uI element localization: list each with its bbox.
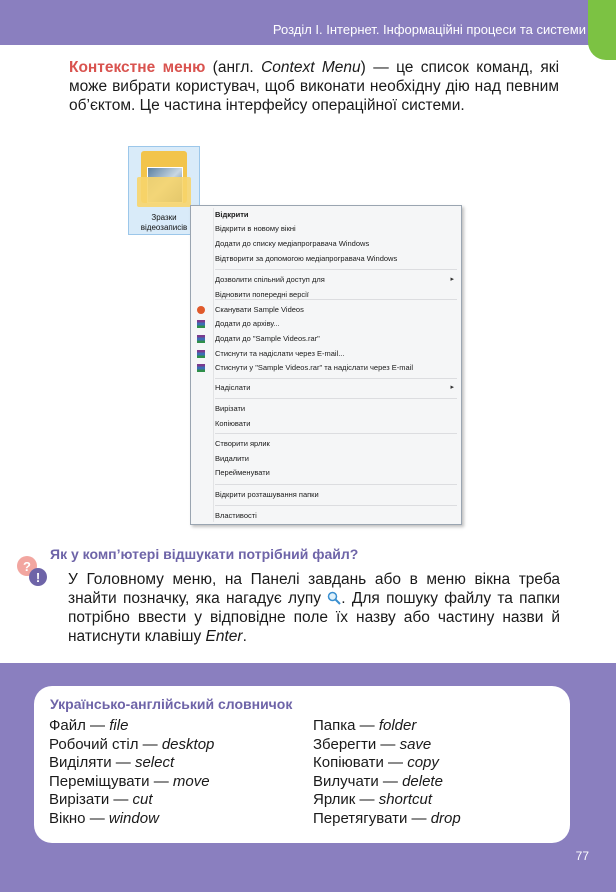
dictionary-term-uk: Виділяти xyxy=(49,754,112,772)
menu-item[interactable]: Перейменувати xyxy=(215,468,270,477)
dictionary-term-uk: Файл xyxy=(49,717,86,734)
dictionary-term-en: select xyxy=(134,754,175,772)
menu-separator xyxy=(215,505,457,506)
svg-text:?: ? xyxy=(23,559,31,574)
answer-part1: У Головному меню, на Панелі завдань або в меню вікна треба знайти позначку, яка нагадує лупу xyxy=(68,571,560,607)
dictionary-entry xyxy=(49,754,214,773)
magnifier-icon xyxy=(327,591,341,605)
menu-item[interactable]: Копіювати xyxy=(215,419,251,428)
dictionary-dash: — xyxy=(111,754,135,772)
menu-item[interactable]: Видалити xyxy=(215,454,249,463)
menu-icon-strip xyxy=(213,208,214,522)
menu-separator xyxy=(215,398,457,399)
menu-item[interactable]: Створити ярлик xyxy=(215,439,270,448)
dictionary-term-uk: Перетягувати xyxy=(313,809,408,827)
dictionary-dash: — xyxy=(383,754,408,772)
dictionary-entry xyxy=(313,754,461,773)
menu-item[interactable]: Додати до "Sample Videos.rar" xyxy=(215,334,320,343)
menu-separator xyxy=(215,299,457,300)
dictionary-term-uk: Копіювати xyxy=(313,754,384,772)
dictionary-term-en: shortcut xyxy=(378,791,433,809)
dictionary-entry xyxy=(313,810,461,829)
menu-item[interactable]: Стиснути у "Sample Videos.rar" та надіслати через E-mail xyxy=(215,363,414,372)
virus-scan-icon xyxy=(197,306,205,314)
answer-part2: . Для пошуку файлу та папки потрібно ввести у відповідне поле їх назву або частину назви й натиснути клавішу xyxy=(68,590,560,645)
rar-icon xyxy=(197,320,205,328)
dictionary-term-en: delete xyxy=(402,772,443,790)
page-number: 77 xyxy=(575,849,589,863)
dictionary-dash: — xyxy=(407,809,431,827)
dictionary-dash: — xyxy=(85,809,109,827)
dictionary-title: Українсько-англійський словничок xyxy=(50,696,293,712)
intro-rest: ) — це список команд, які може вибрати користувач, щоб виконати необхідну дію над певним об’єктом. Це частина інтерфейсу операційної системи. xyxy=(69,59,560,114)
menu-item[interactable]: Відкрити xyxy=(215,210,249,219)
dictionary-entry xyxy=(313,717,461,736)
menu-item[interactable]: Вирізати xyxy=(215,404,246,413)
dictionary-entry xyxy=(313,736,461,755)
menu-item[interactable]: Стиснути та надіслати через E-mail... xyxy=(215,349,345,358)
menu-item[interactable]: Додати до архіву... xyxy=(215,319,280,328)
rar-icon xyxy=(197,335,205,343)
dictionary-term-en: cut xyxy=(132,791,153,809)
dictionary-entry xyxy=(49,736,214,755)
dictionary-dash: — xyxy=(85,717,110,734)
dictionary-term-uk: Вікно xyxy=(49,809,86,827)
dictionary-term-en: file xyxy=(109,717,129,734)
term-context-menu: Контекстне меню xyxy=(69,59,206,76)
header-band xyxy=(0,0,616,45)
menu-separator xyxy=(215,269,457,270)
svg-text:!: ! xyxy=(35,570,41,585)
dictionary-term-uk: Вирізати xyxy=(49,791,110,809)
dictionary-entry xyxy=(313,791,461,810)
question-title: Як у комп’ютері відшукати потрібний файл? xyxy=(50,546,359,562)
menu-item[interactable]: Сканувати Sample Videos xyxy=(215,305,304,314)
dictionary-term-en: desktop xyxy=(161,735,215,753)
dictionary-entry xyxy=(313,773,461,792)
menu-item[interactable]: Дозволити спільний доступ для xyxy=(215,275,325,284)
dictionary-term-en: drop xyxy=(430,809,461,827)
enter-key: Enter xyxy=(205,628,243,645)
dictionary-entry xyxy=(49,717,214,736)
intro-paragraph xyxy=(69,58,559,115)
dictionary-term-uk: Вилучати xyxy=(313,772,379,790)
rar-icon xyxy=(197,364,205,372)
intro-open-paren: (англ. xyxy=(205,59,262,76)
menu-item[interactable]: Властивості xyxy=(215,511,257,520)
chapter-tab xyxy=(588,0,616,60)
answer-end: . xyxy=(242,628,247,645)
answer-paragraph xyxy=(68,570,560,646)
dictionary-dash: — xyxy=(355,717,379,734)
rar-icon xyxy=(197,350,205,358)
menu-item[interactable]: Додати до списку медіапрогравача Windows xyxy=(215,239,370,248)
dictionary-dash: — xyxy=(149,772,173,790)
menu-separator xyxy=(215,484,457,485)
dictionary-entry xyxy=(49,791,214,810)
dictionary-dash: — xyxy=(138,735,162,753)
dictionary-term-en: folder xyxy=(378,717,417,734)
folder-front-icon xyxy=(137,177,191,207)
menu-item[interactable]: Надіслати xyxy=(215,383,251,392)
folder-label: Зразки відеозаписів xyxy=(140,213,188,232)
dictionary-dash: — xyxy=(109,791,133,809)
menu-separator xyxy=(215,433,457,434)
context-menu xyxy=(190,205,462,525)
question-icon xyxy=(16,554,50,588)
dictionary-term-uk: Переміщувати xyxy=(49,772,150,790)
dictionary-dash: — xyxy=(378,772,403,790)
dictionary-term-en: window xyxy=(108,809,159,827)
menu-separator xyxy=(215,378,457,379)
dictionary-dash: — xyxy=(355,791,379,809)
dictionary-box xyxy=(34,686,570,843)
dictionary-term-uk: Зберегти xyxy=(313,735,377,753)
dictionary-term-uk: Ярлик xyxy=(313,791,356,809)
menu-item[interactable]: Відтворити за допомогою медіапрогравача Windows xyxy=(215,254,398,263)
dictionary-term-en: copy xyxy=(407,754,439,772)
menu-item[interactable]: Відкрити в новому вікні xyxy=(215,224,296,233)
submenu-arrow-icon: ▸ xyxy=(450,276,454,283)
dictionary-term-en: save xyxy=(399,735,432,753)
intro-english-term: Context Menu xyxy=(261,59,361,76)
dictionary-dash: — xyxy=(376,735,400,753)
dictionary-term-uk: Папка xyxy=(313,717,356,734)
dictionary-entry xyxy=(49,810,214,829)
dictionary-left-column xyxy=(49,717,214,829)
menu-item[interactable]: Відкрити розташування папки xyxy=(215,490,319,499)
dictionary-right-column xyxy=(313,717,461,829)
dictionary-term-en: move xyxy=(172,772,210,790)
chapter-title: Розділ І. Інтернет. Інформаційні процеси та системи xyxy=(272,22,586,37)
menu-item[interactable]: Відновити попередні версії xyxy=(215,290,309,299)
dictionary-entry xyxy=(49,773,214,792)
dictionary-term-uk: Робочий стіл xyxy=(49,735,139,753)
submenu-arrow-icon: ▸ xyxy=(450,384,454,391)
